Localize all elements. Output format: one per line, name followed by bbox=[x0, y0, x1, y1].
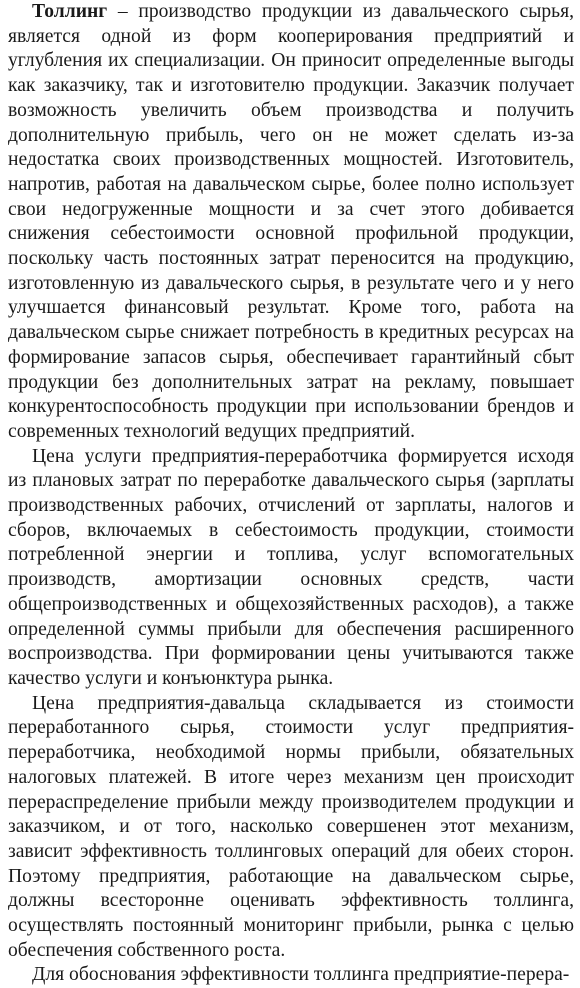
document-page bbox=[8, 0, 574, 988]
paragraph-text: – производство продукции из давальческого сырья, является одной из форм кооперирования предприятий и углубления их специализации. Он приносит определенные выгоды как заказчику, так и изготовителю продукции. Заказчик получает возможность увеличить объем производства и получить дополнительную прибыль, чего он не может сделать из-за недостатка своих производственных мощностей. Изготовитель, напротив, работая на давальческом сырье, более полно использует свои недогруженные мощности и за счет этого добивается снижения себестоимости основной профильной продукции, поскольку часть постоянных затрат переносится на продукцию, изготовленную из давальческого сырья, в результате чего и у него улучшается финансовый результат. Кроме того, работа на давальческом сырье снижает потребность в кредитных ресурсах на формирование запасов сырья, обеспечивает гарантийный сбыт продукции без дополнительных затрат на рекламу, повышает конкурентоспособность продукции при использовании брендов и современных технологий ведущих предприятий. bbox=[8, 1, 574, 442]
paragraph-efficiency: Для обоснования эффективности толлинга предприятие-перера- bbox=[32, 964, 570, 986]
term-tolling: Толлинг bbox=[32, 1, 108, 22]
paragraph-processor-price: Цена услуги предприятия-переработчика формируется исходя из плановых затрат по переработке давальческого сырья (зарплаты производственных рабочих, отчислений от зарплаты, налогов и сборов, включаемых в себестоимость продукции, стоимости потребленной энергии и топлива, услуг вспомогательных производств, амортизации основных средств, части общепроизводственных и общехозяйственных расходов), а также определенной суммы прибыли для обеспечения расширенного воспроизводства. При формировании цены учитываются также качество услуги и конъюнктура рынка. bbox=[8, 445, 574, 689]
paragraph-client-price: Цена предприятия-давальца складывается из стоимости переработанного сырья, стоимости услуг предприятия-переработчика, необходимой нормы прибыли, обязательных налоговых платежей. В итоге через механизм цен происходит перераспределение прибыли между производителем продукции и заказчиком, и от того, насколько совершенен этот механизм, зависит эффективность толлинговых операций для обеих сторон. Поэтому предприятия, работающие на давальческом сырье, должны всесторонне оценивать эффективность толлинга, осуществлять постоянный мониторинг прибыли, рынка с целью обеспечения собственного роста. bbox=[8, 692, 574, 961]
paragraph-tolling-definition bbox=[8, 0, 574, 445]
